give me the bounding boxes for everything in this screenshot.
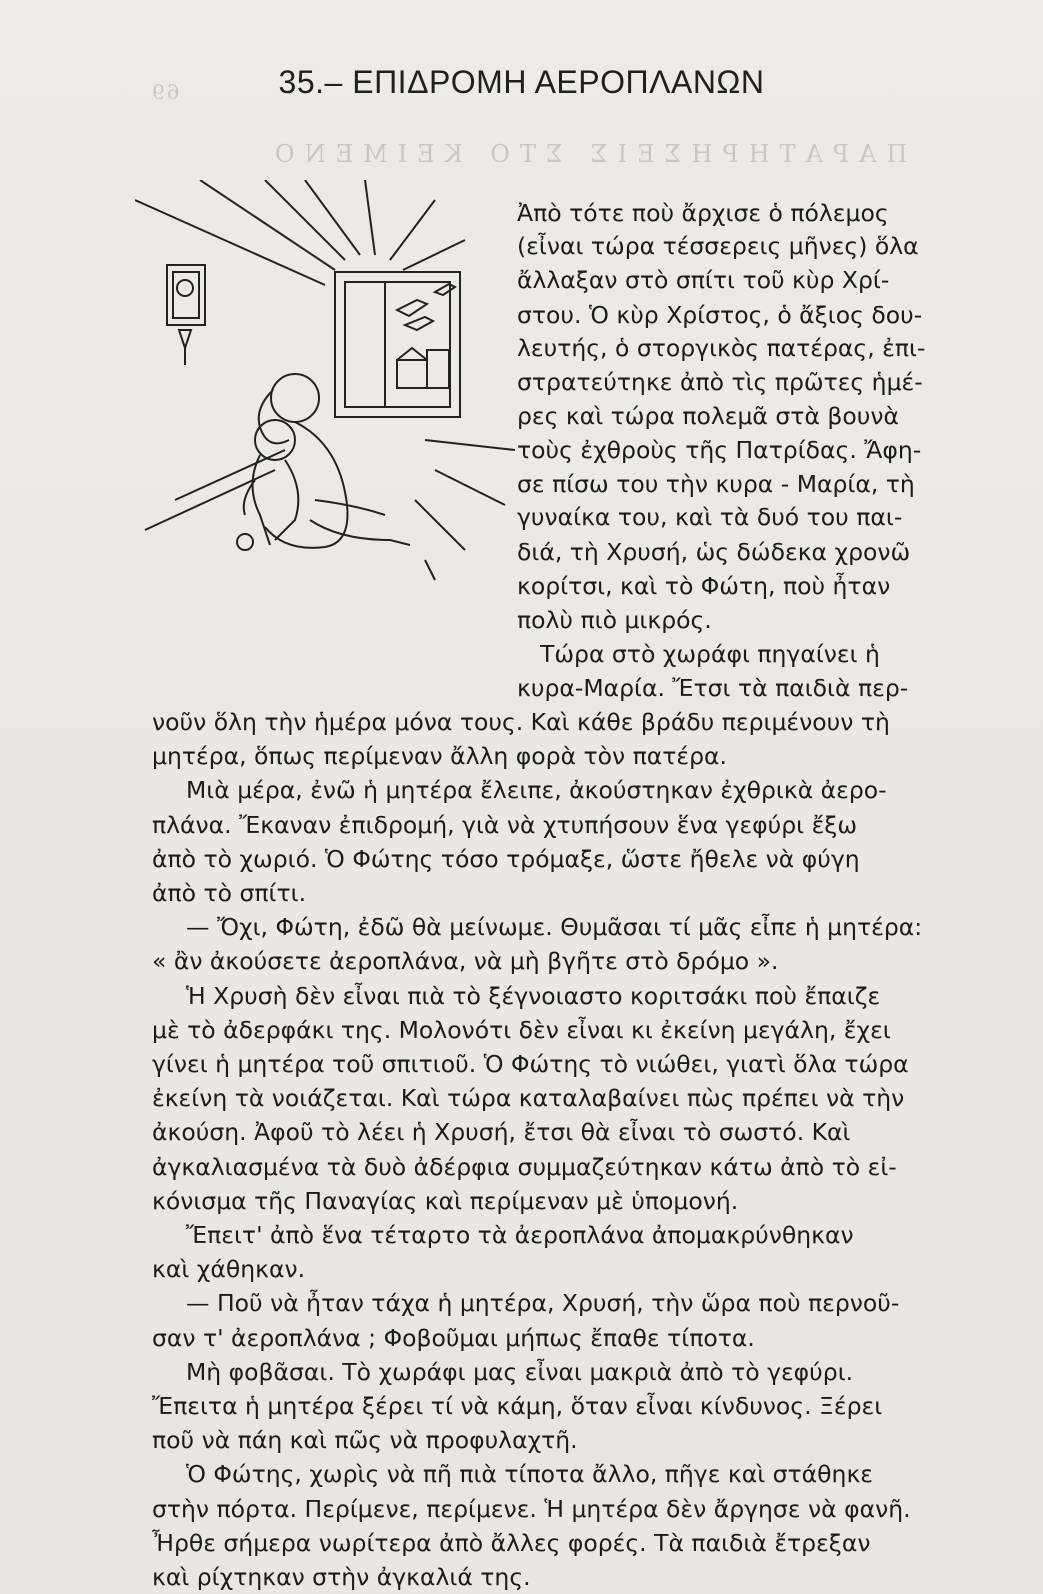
text-line: νοῦν ὅλη τὴν ἡμέρα μόνα τους. Καὶ κάθε βράδυ περιμένουν τὴ <box>152 708 890 736</box>
air-raid-illustration <box>135 180 515 590</box>
text-line: « ἂν ἀκούσετε ἀεροπλάνα, νὰ μὴ βγῆτε στὸ δρόμο ». <box>152 947 779 976</box>
text-line: στου. Ὁ κὺρ Χρίστος, ὁ ἄξιος δου- <box>517 301 923 329</box>
text-line: διά, τὴ Χρυσή, ὡς δώδεκα χρονῶ <box>517 538 911 566</box>
text-line: σαν τ' ἀεροπλάνα ; Φοβοῦμαι μήπως ἔπαθε τίποτα. <box>152 1323 755 1352</box>
illustration-icon <box>135 180 515 580</box>
text-line: γυναίκα του, καὶ τὰ δυό του παι- <box>517 503 903 531</box>
text-line: — Ποῦ νὰ ἦταν τάχα ἡ μητέρα, Χρυσή, τὴν ὥρα ποὺ περνοῦ- <box>186 1289 900 1318</box>
text-line: κορίτσι, καὶ τὸ Φώτη, ποὺ ἦταν <box>517 572 891 600</box>
text-line: μὲ τὸ ἀδερφάκι της. Μολονότι δὲν εἶναι κι ἐκείνη μεγάλη, ἔχει <box>152 1015 891 1044</box>
text-line: τοὺς ἐχθροὺς τῆς Πατρίδας. Ἄφη- <box>517 436 922 464</box>
text-line: ἄλλαξαν στὸ σπίτι τοῦ κὺρ Χρί- <box>517 266 890 294</box>
text-line: Μὴ φοβᾶσαι. Τὸ χωράφι μας εἶναι μακριὰ ἀπὸ τὸ γεφύρι. <box>186 1357 854 1386</box>
text-line: στρατεύτηκε ἀπὸ τὶς πρῶτες ἡμέ- <box>517 368 923 396</box>
chapter-title: 35.– ΕΠΙΔΡΟΜΗ ΑΕΡΟΠΛΑΝΩΝ <box>278 64 765 100</box>
text-line: (εἶναι τώρα τέσσερεις μῆνες) ὅλα <box>517 232 919 260</box>
text-line: ἀπὸ τὸ σπίτι. <box>152 879 307 907</box>
text-line: πολὺ πιὸ μικρός. <box>517 606 712 634</box>
text-line: Ὁ Φώτης, χωρὶς νὰ πῆ πιὰ τίποτα ἄλλο, πῆγε καὶ στάθηκε <box>186 1460 873 1489</box>
text-line: Ἔπειτ' ἀπὸ ἕνα τέταρτο τὰ ἀεροπλάνα ἀπομακρύνθηκαν <box>186 1221 854 1249</box>
text-line: ἀγκαλιασμένα τὰ δυὸ ἀδέρφια συμμαζεύτηκαν κάτω ἀπὸ τὸ εἰ- <box>152 1152 897 1181</box>
text-line: Ἡ Χρυσὴ δὲν εἶναι πιὰ τὸ ξέγνοιαστο κοριτσάκι ποὺ ἔπαιζε <box>186 981 881 1010</box>
text-line: στὴν πόρτα. Περίμενε, περίμενε. Ἡ μητέρα δὲν ἄργησε νὰ φανῆ. <box>152 1494 911 1523</box>
text-line: Ἀπὸ τότε ποὺ ἄρχισε ὁ πόλεμος <box>517 199 889 227</box>
text-line: ἀπὸ τὸ χωριό. Ὁ Φώτης τόσο τρόμαξε, ὥστε ἤθελε νὰ φύγη <box>152 844 860 873</box>
text-line: κόνισμα τῆς Παναγίας καὶ περίμεναν μὲ ὑπομονή. <box>152 1186 739 1215</box>
text-line: κυρα-Μαρία. Ἔτσι τὰ παιδιὰ περ- <box>517 674 909 702</box>
text-line: Μιὰ μέρα, ἐνῶ ἡ μητέρα ἔλειπε, ἀκούστηκαν ἐχθρικὰ ἀερο- <box>186 776 887 805</box>
text-line: καὶ ρίχτηκαν στὴν ἀγκαλιά της. <box>152 1563 531 1591</box>
text-line: σε πίσω του τὴν κυρα - Μαρία, τὴ <box>517 470 915 498</box>
bleed-through-heading: ΠΑΡΑΤΗΡΗΣΕΙΣ ΣΤΟ ΚΕΙΜΕΝΟ <box>265 140 908 168</box>
text-line: καὶ χάθηκαν. <box>152 1255 306 1284</box>
text-line: λευτής, ὁ στοργικὸς πατέρας, ἐπι- <box>517 334 926 362</box>
text-line: Τώρα στὸ χωράφι πηγαίνει ἡ <box>540 640 880 668</box>
text-line: γίνει ἡ μητέρα τοῦ σπιτιοῦ. Ὁ Φώτης τὸ νιώθει, γιατὶ ὅλα τώρα <box>152 1050 909 1078</box>
text-line: ρες καὶ τώρα πολεμᾶ στὰ βουνὰ <box>517 402 899 430</box>
text-line: ποῦ νὰ πάη καὶ πῶς νὰ προφυλαχτῆ. <box>152 1426 578 1455</box>
text-line: πλάνα. Ἔκαναν ἐπιδρομή, γιὰ νὰ χτυπήσουν ἕνα γεφύρι ἔξω <box>152 810 858 839</box>
text-line: — Ὄχι, Φώτη, ἐδῶ θὰ μείνωμε. Θυμᾶσαι τί μᾶς εἶπε ἡ μητέρα: <box>186 913 923 942</box>
text-line: Ἔπειτα ἡ μητέρα ξέρει τί νὰ κάμη, ὅταν εἶναι κίνδυνος. Ξέρει <box>152 1392 883 1420</box>
bleed-through-page-number: 69 <box>150 80 180 104</box>
text-line: Ἦρθε σήμερα νωρίτερα ἀπὸ ἄλλες φορές. Τὰ παιδιὰ ἔτρεξαν <box>152 1528 871 1557</box>
text-line: μητέρα, ὅπως περίμεναν ἄλλη φορὰ τὸν πατέρα. <box>152 742 728 771</box>
text-line: ἐκείνη τὰ νοιάζεται. Καὶ τώρα καταλαβαίνει πὼς πρέπει νὰ τὴν <box>152 1084 905 1113</box>
text-line: ἀκούση. Ἀφοῦ τὸ λέει ἡ Χρυσή, ἔτσι θὰ εἶναι τὸ σωστό. Καὶ <box>152 1118 851 1147</box>
